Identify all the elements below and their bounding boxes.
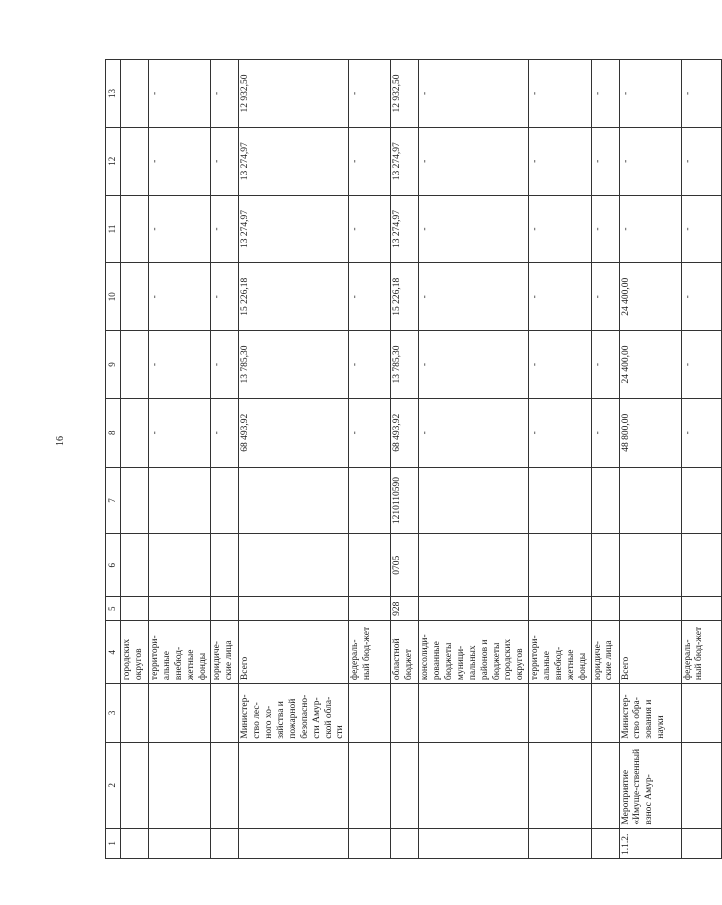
table-cell: территори-альные внебюд-жетные фонды [529,621,591,684]
table-cell: городских округов [121,621,149,684]
table-cell [239,467,349,534]
table-cell: федераль-ный бюд-жет [681,621,721,684]
table-cell [239,828,349,858]
table-cell [349,742,391,828]
table-cell: 68 493,92 [239,398,349,467]
table-cell [529,684,591,743]
table-cell: федераль-ный бюд-жет [349,621,391,684]
table-cell [681,534,721,597]
table-cell [121,684,149,743]
table-cell [681,597,721,621]
table-cell: - [211,127,239,195]
table-cell [529,534,591,597]
header-cell: 11 [106,195,121,263]
table-row [149,60,211,859]
table-cell [349,467,391,534]
table-cell [419,684,529,743]
table-cell: - [149,195,211,263]
table-cell [591,828,619,858]
table-row [591,60,619,859]
header-cell: 3 [106,684,121,743]
table-cell: 0705 [391,534,419,597]
table-cell: - [529,127,591,195]
table-cell: - [149,398,211,467]
table-row [391,60,419,859]
table-cell [149,828,211,858]
table-cell [391,742,419,828]
table-cell: 13 785,30 [239,331,349,399]
table-cell [121,127,149,195]
table-cell: - [591,263,619,331]
table-cell: 13 274,97 [391,195,419,263]
table-cell: Мероприятие «Имуще-ственный взнос Амур- [619,742,681,828]
table-cell: - [419,60,529,128]
table-cell: 928 [391,597,419,621]
table-cell: - [591,331,619,399]
table-cell: - [529,331,591,399]
table-cell [391,828,419,858]
table-cell: - [349,263,391,331]
table-cell: - [529,60,591,128]
table-cell [591,597,619,621]
header-cell: 9 [106,331,121,399]
table-cell: - [349,60,391,128]
table-cell [149,534,211,597]
budget-table [105,59,722,859]
table-cell: - [619,60,681,128]
table-cell [149,742,211,828]
header-cell: 7 [106,467,121,534]
table-cell: - [211,398,239,467]
header-cell: 13 [106,60,121,128]
table-cell: 24 400,00 [619,331,681,399]
table-cell: Министер-ство обра-зования и науки [619,684,681,743]
table-cell: Всего [239,621,349,684]
table-cell [529,597,591,621]
table-cell [619,467,681,534]
table-cell [239,534,349,597]
table-cell [149,597,211,621]
header-cell: 4 [106,621,121,684]
table-cell: 1.1.2. [619,828,681,858]
table-cell: - [529,398,591,467]
table-cell [149,467,211,534]
table-cell [349,597,391,621]
table-cell: 12 932,50 [391,60,419,128]
table-cell: - [591,195,619,263]
rotated-table-wrapper [105,59,705,859]
table-cell [591,534,619,597]
table-cell: - [681,263,721,331]
table-cell: - [211,195,239,263]
table-cell: 12 932,50 [239,60,349,128]
table-cell: - [681,331,721,399]
table-cell [121,331,149,399]
table-cell [211,597,239,621]
table-cell: - [619,127,681,195]
table-cell: - [349,195,391,263]
table-cell: - [349,331,391,399]
table-cell: - [149,263,211,331]
table-cell: 15 226,18 [239,263,349,331]
table-cell: Всего [619,621,681,684]
table-cell: консолиди-рованные бюджеты муници-пальных районов и бюджеты городских округов [419,621,529,684]
header-row [106,60,121,859]
table-cell [681,684,721,743]
table-cell [529,742,591,828]
table-cell [121,398,149,467]
table-cell: - [349,398,391,467]
table-row [681,60,721,859]
table-cell [419,534,529,597]
table-cell: Министер-ство лес-ного хо-зяйства и пожарной безопасно-сти Амур-ской обла-сти [239,684,349,743]
table-cell: - [419,127,529,195]
table-cell [121,828,149,858]
header-cell: 5 [106,597,121,621]
table-cell [591,742,619,828]
table-row [121,60,149,859]
table-cell [681,828,721,858]
table-cell: - [681,127,721,195]
table-cell: 15 226,18 [391,263,419,331]
table-cell: - [419,195,529,263]
table-cell [211,828,239,858]
table-cell [121,742,149,828]
table-cell [211,742,239,828]
table-cell [619,534,681,597]
table-cell: - [591,60,619,128]
table-cell [121,534,149,597]
table-cell: - [349,127,391,195]
table-cell [149,684,211,743]
table-cell [121,195,149,263]
table-cell [121,263,149,331]
table-cell: - [681,195,721,263]
table-cell: юридиче-ские лица [591,621,619,684]
table-cell: - [211,263,239,331]
table-cell [121,597,149,621]
table-cell [591,467,619,534]
table-cell [349,828,391,858]
table-cell [239,597,349,621]
table-cell: областной бюджет [391,621,419,684]
table-row [239,60,349,859]
table-cell: 68 493,92 [391,398,419,467]
table-cell: 13 274,97 [239,127,349,195]
table-cell [349,534,391,597]
table-cell [349,684,391,743]
table-cell [419,597,529,621]
table-row [619,60,681,859]
table-cell [121,467,149,534]
table-cell: - [211,60,239,128]
table-cell [211,467,239,534]
table-cell: 13 274,97 [391,127,419,195]
table-cell [121,60,149,128]
table-cell: - [149,60,211,128]
table-cell: - [591,127,619,195]
table-cell: - [149,127,211,195]
table-cell [591,684,619,743]
table-row [349,60,391,859]
header-cell: 10 [106,263,121,331]
table-cell [529,467,591,534]
table-cell: - [591,398,619,467]
table-cell [681,467,721,534]
table-cell: - [419,331,529,399]
table-cell: - [529,195,591,263]
table-cell: 24 400,00 [619,263,681,331]
header-cell: 1 [106,828,121,858]
table-cell [529,828,591,858]
header-cell: 6 [106,534,121,597]
table-cell: 13 274,97 [239,195,349,263]
header-cell: 8 [106,398,121,467]
table-row [529,60,591,859]
table-cell: юридиче-ские лица [211,621,239,684]
table-cell: территори-альные внебюд-жетные фонды [149,621,211,684]
header-cell: 2 [106,742,121,828]
table-cell: 48 800,00 [619,398,681,467]
table-cell: - [619,195,681,263]
table-row [211,60,239,859]
table-cell: - [211,331,239,399]
table-cell: 13 785,30 [391,331,419,399]
table-cell: - [681,60,721,128]
header-cell: 12 [106,127,121,195]
table-cell: 1210110590 [391,467,419,534]
table-cell [619,597,681,621]
table-cell [391,684,419,743]
table-row [419,60,529,859]
table-cell: - [419,263,529,331]
table-cell [419,828,529,858]
table-cell: - [149,331,211,399]
table-cell: - [681,398,721,467]
table-cell [239,742,349,828]
table-cell: - [529,263,591,331]
table-cell [211,684,239,743]
table-cell [211,534,239,597]
page-number: 16 [55,436,66,446]
table-cell [681,742,721,828]
table-cell [419,742,529,828]
table-cell: - [419,398,529,467]
table-cell [419,467,529,534]
